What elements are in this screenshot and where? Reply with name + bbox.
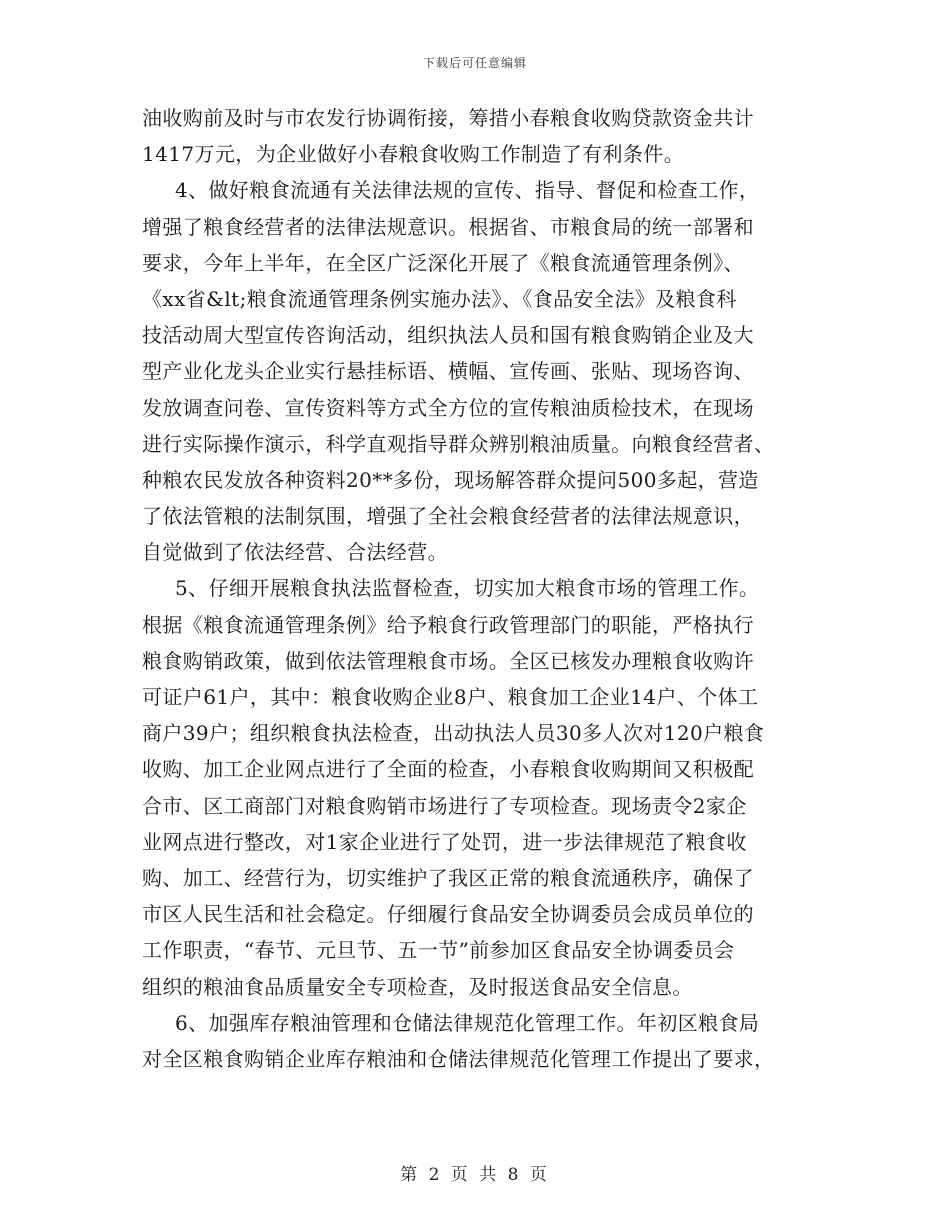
text-line: 对全区粮食购销企业库存粮油和仓储法律规范化管理工作提出了要求，	[142, 1046, 775, 1071]
paragraph-item-5-start: 5、仔细开展粮食执法监督检查，切实加大粮食市场的管理工作。	[175, 576, 760, 601]
text-line: 组织的粮油食品质量安全专项检查，及时报送食品安全信息。	[142, 974, 693, 999]
text-line: 发放调查问卷、宣传资料等方式全方位的宣传粮油质检技术，在现场	[142, 395, 754, 420]
text-line: 可证户61户，其中：粮食收购企业8户、粮食加工企业14户、个体工	[142, 685, 759, 709]
text-line: 要求，今年上半年，在全区广泛深化开展了《粮食流通管理条例》、	[142, 250, 744, 275]
text-line: 购、加工、经营行为，切实维护了我区正常的粮食流通秩序，确保了	[142, 865, 754, 890]
text-line: 1417万元，为企业做好小春粮食收购工作制造了有利条件。	[142, 142, 685, 167]
document-body	[142, 100, 810, 1077]
paragraph-item-4-start: 4、做好粮食流通有关法律法规的宣传、指导、督促和检查工作，	[175, 178, 760, 203]
text-line: 业网点进行整改，对1家企业进行了处罚，进一步法律规范了粮食收	[142, 829, 747, 854]
text-line: 收购、加工企业网点进行了全面的检查，小春粮食收购期间又积极配	[142, 757, 754, 782]
text-line: 商户39户；组织粮食执法检查，出动执法人员30多人次对120户粮食	[142, 721, 765, 746]
page-number: 第 2 页 共 8 页	[400, 1165, 550, 1185]
text-line: 自觉做到了依法经营、合法经营。	[142, 540, 448, 565]
text-line: 根据《粮食流通管理条例》给予粮食行政管理部门的职能，严格执行	[142, 612, 754, 637]
text-line: 合市、区工商部门对粮食购销市场进行了专项检查。现场责令2家企	[142, 793, 747, 818]
text-line: 《xx省&lt;粮食流通管理条例实施办法》、《食品安全法》及粮食科	[142, 286, 737, 311]
page-header-note: 下载后可任意编辑	[422, 56, 527, 70]
text-line: 粮食购销政策，做到依法管理粮食市场。全区已核发办理粮食收购许	[142, 648, 754, 673]
text-line: 工作职责，“春节、元旦节、五一节”前参加区食品安全协调委员会	[142, 938, 735, 963]
text-line: 增强了粮食经营者的法律法规意识。根据省、市粮食局的统一部署和	[142, 214, 754, 239]
paragraph-item-6-start: 6、加强库存粮油管理和仓储法律规范化管理工作。年初区粮食局	[175, 1010, 760, 1035]
text-line: 进行实际操作演示，科学直观指导群众辨别粮油质量。向粮食经营者、	[142, 431, 775, 456]
text-line: 技活动周大型宣传咨询活动，组织执法人员和国有粮食购销企业及大	[142, 323, 754, 348]
text-line: 型产业化龙头企业实行悬挂标语、横幅、宣传画、张贴、现场咨询、	[142, 359, 754, 384]
text-line: 油收购前及时与市农发行协调衔接，筹措小春粮食收购贷款资金共计	[142, 106, 754, 130]
text-line: 了依法管粮的法制氛围，增强了全社会粮食经营者的法律法规意识，	[142, 504, 754, 529]
text-line: 种粮农民发放各种资料20**多份，现场解答群众提问500多起，营造	[142, 467, 759, 492]
text-line: 市区人民生活和社会稳定。仔细履行食品安全协调委员会成员单位的	[142, 902, 754, 927]
